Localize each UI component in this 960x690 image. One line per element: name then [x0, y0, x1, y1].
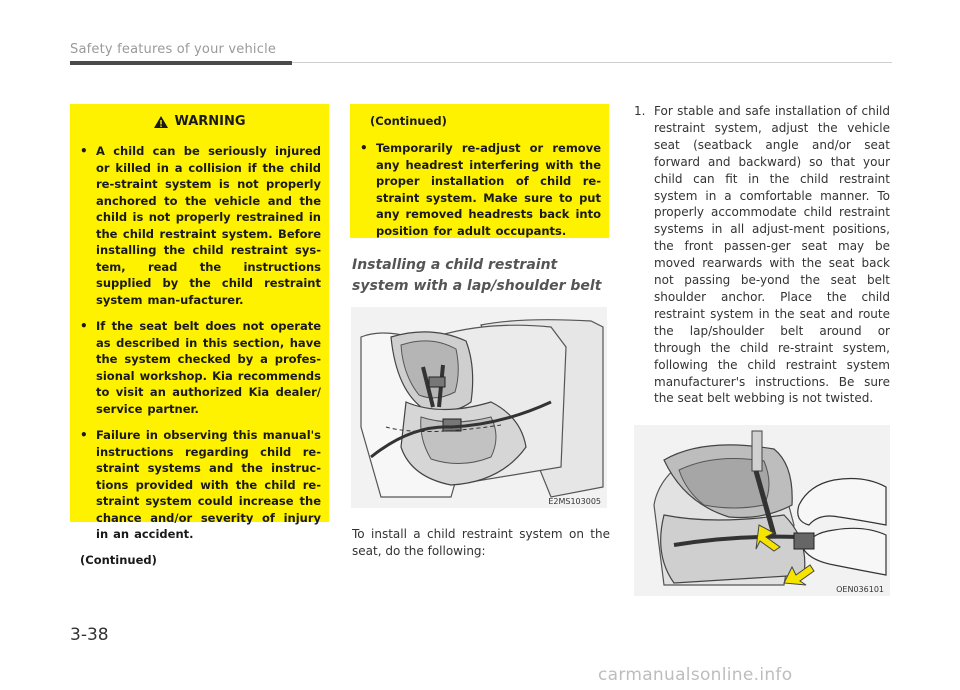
section-heading: Installing a child restraint system with a lap/shoulder belt [352, 257, 602, 294]
header-accent-bar [70, 61, 292, 65]
header-divider [292, 62, 892, 63]
step-item [634, 103, 890, 407]
belt-fastening-illustration [634, 425, 890, 596]
child-seat-drawing [351, 307, 607, 508]
section-title: Safety features of your vehicle [70, 42, 277, 57]
warning-continued-box [350, 104, 609, 238]
warning-box [70, 104, 329, 567]
warning-list [78, 143, 321, 543]
belt-fastening-drawing [634, 425, 890, 596]
continued-label: (Continued) [370, 114, 447, 128]
child-seat-illustration [351, 307, 607, 508]
warning-item: • Failure in observing this manual's instructions regarding child re-straint systems and the instruc-tions provided with the child re-straint system could increase the chance and/or severity of injury in an accident. [78, 427, 321, 543]
continued-note: (Continued) [80, 552, 157, 567]
figure-code: OEN036101 [836, 585, 884, 594]
step-number: 1. [634, 104, 646, 118]
warning-item: • If the seat belt does not operate as described in this section, have the system checked by a profes-sional workshop. Kia recommends to visit an authorized Kia dealer/ service partner. [78, 318, 321, 417]
warning-item: • Temporarily re-adjust or remove any headrest interfering with the proper installation of child re-straint system. Make sure to put any removed headrests back into position for adult occupants. [358, 140, 601, 239]
step-text: For stable and safe installation of child restraint system, adjust the vehicle seat (seatback angle and/or seat forward and backward) so that your child can fit in the child restraint system in a comfortable manner. To properly accommodate child restraint systems in all adjust-ment positions, the front passen-ger seat may be moved rearwards with the seat back not passing be-yond the seat belt shoulder anchor. Place the child restraint system in the seat and route the lap/shoulder belt around or through the child re-straint system, following the child restraint system manufacturer's instructions. Be sure the seat belt webbing is not twisted. [654, 104, 890, 406]
page-number: 3-38 [70, 625, 109, 645]
watermark: carmanualsonline.info [598, 665, 793, 685]
install-intro: To install a child restraint system on the seat, do the following: [352, 527, 610, 558]
figure-code: E2MS103005 [548, 497, 601, 506]
warning-item: • A child can be seriously injured or killed in a collision if the child re-straint system is not properly anchored to the vehicle and the child is not properly restrained in the child restraint system. Before installing the child restraint sys-tem, read the instructions supplied by the child restraint system man-ufacturer. [78, 143, 321, 308]
warning-continued-list [358, 140, 601, 239]
warning-heading [78, 114, 321, 129]
warning-triangle-icon [153, 115, 169, 129]
warning-title: WARNING [174, 114, 246, 129]
